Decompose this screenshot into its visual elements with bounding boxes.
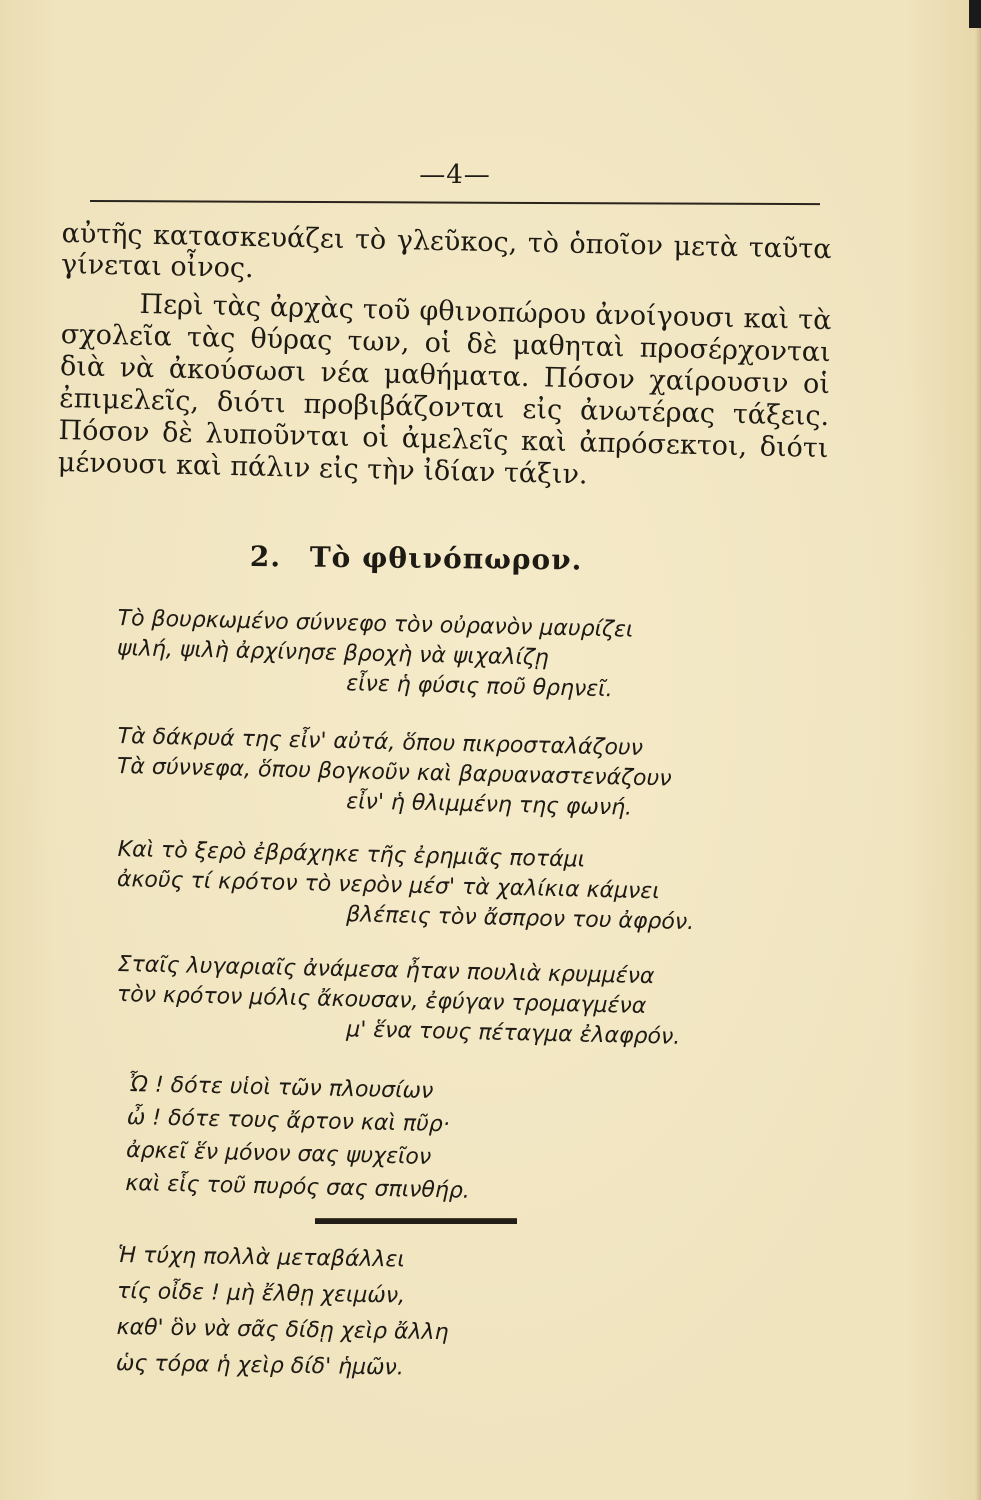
poem-line: ὦ ! δότε τους ἄρτον καὶ πῦρ· xyxy=(126,1104,450,1138)
section-title: Τὸ φθινόπωρον. xyxy=(309,540,583,577)
poem-line: ἀρκεῖ ἕν μόνον σας ψυχεῖον xyxy=(125,1137,432,1170)
section-number: 2. xyxy=(249,540,282,574)
page-number: —4— xyxy=(419,160,491,190)
poem-line: Καὶ τὸ ξερὸ ἐβράχηκε τῆς ἐρημιᾶς ποτάμι xyxy=(117,836,586,873)
poem-line: Τὰ σύννεφα, ὅπου βογκοῦν καὶ βαρυαναστενάζουν xyxy=(116,753,672,792)
poem-stanza-2 xyxy=(116,722,758,826)
poem-line: Ἡ τύχη πολλὰ μεταβάλλει xyxy=(117,1242,405,1273)
poem-line: βλέπεις τὸν ἄσπρον του ἀφρόν. xyxy=(345,902,695,936)
header-rule xyxy=(90,200,820,205)
poem-stanza-3 xyxy=(116,835,758,939)
poem-line: ἀκοῦς τί κρότον τὸ νερὸν μέσ' τὰ χαλίκια κάμνει xyxy=(116,866,660,905)
poem-line: Ὦ ! δότε υἱοὶ τῶν πλουσίων xyxy=(127,1071,434,1104)
poem-line: ὡς τόρα ἡ χεὶρ δίδ' ἡμῶν. xyxy=(115,1350,404,1381)
paragraph-text: αὐτῆς κατασκευάζει τὸ γλεῦκος, τὸ ὁποῖον μετὰ ταῦτα γίνεται οἶνος. xyxy=(60,218,832,285)
poem-line: Τὸ βουρκωμένο σύννεφο τὸν οὐρανὸν μαυρίζει xyxy=(117,605,634,643)
poem-line: εἶν' ἡ θλιμμένη της φωνή. xyxy=(345,789,633,821)
poem-line: καθ' ὃν νὰ σᾶς δίδῃ χεὶρ ἄλλη xyxy=(116,1314,449,1346)
prose-paragraph-1 xyxy=(61,218,832,296)
paragraph-text: Περὶ τὰς ἀρχὰς τοῦ φθινοπώρου ἀνοίγουσι καὶ τὰ σχολεῖα τὰς θύρας των, οἱ δὲ μαθηταὶ προσέρχονται διὰ νὰ ἀκούσωσι νέα μαθήματα. Πόσον χαίρουσιν οἱ ἐπιμελεῖς, διότι προβιβάζονται εἰς ἀνωτέρας τάξεις. Πόσον δὲ λυποῦνται οἱ ἀμελεῖς καὶ ἀπρόσεκτοι, διότι μένουσι καὶ πάλιν εἰς τὴν ἰδίαν τάξιν. xyxy=(57,288,832,491)
poem-stanza-1 xyxy=(116,604,758,708)
section-divider xyxy=(315,1218,517,1224)
poem-stanza-5 xyxy=(125,1068,768,1214)
poem-stanza-4 xyxy=(116,950,758,1054)
page-header xyxy=(90,160,820,200)
poem-line: Τὰ δάκρυά της εἶν' αὐτά, ὅπου πικροσταλάζουν xyxy=(117,723,644,761)
poem-line: Σταῖς λυγαριαῖς ἀνάμεσα ἦταν πουλιὰ κρυμμένα xyxy=(117,951,655,990)
poem-line: ψιλή, ψιλὴ ἀρχίνησε βροχὴ νὰ ψιχαλίζῃ xyxy=(116,635,550,671)
scan-corner-mark xyxy=(969,0,981,28)
poem-line: μ' ἕνα τους πέταγμα ἐλαφρόν. xyxy=(345,1017,681,1050)
poem-line: τίς οἶδε ! μὴ ἔλθῃ χειμών, xyxy=(116,1278,406,1309)
poem-line: καὶ εἷς τοῦ πυρός σας σπινθήρ. xyxy=(125,1170,471,1204)
poem-line: εἶνε ἡ φύσις ποῦ θρηνεῖ. xyxy=(345,671,613,703)
section-heading xyxy=(250,540,583,576)
poem-line: τὸν κρότον μόλις ἄκουσαν, ἐφύγαν τρομαγμένα xyxy=(116,981,647,1019)
page-edge-shadow xyxy=(975,28,981,1500)
prose-paragraph-2 xyxy=(57,287,831,497)
poem-stanza-6 xyxy=(116,1238,758,1392)
